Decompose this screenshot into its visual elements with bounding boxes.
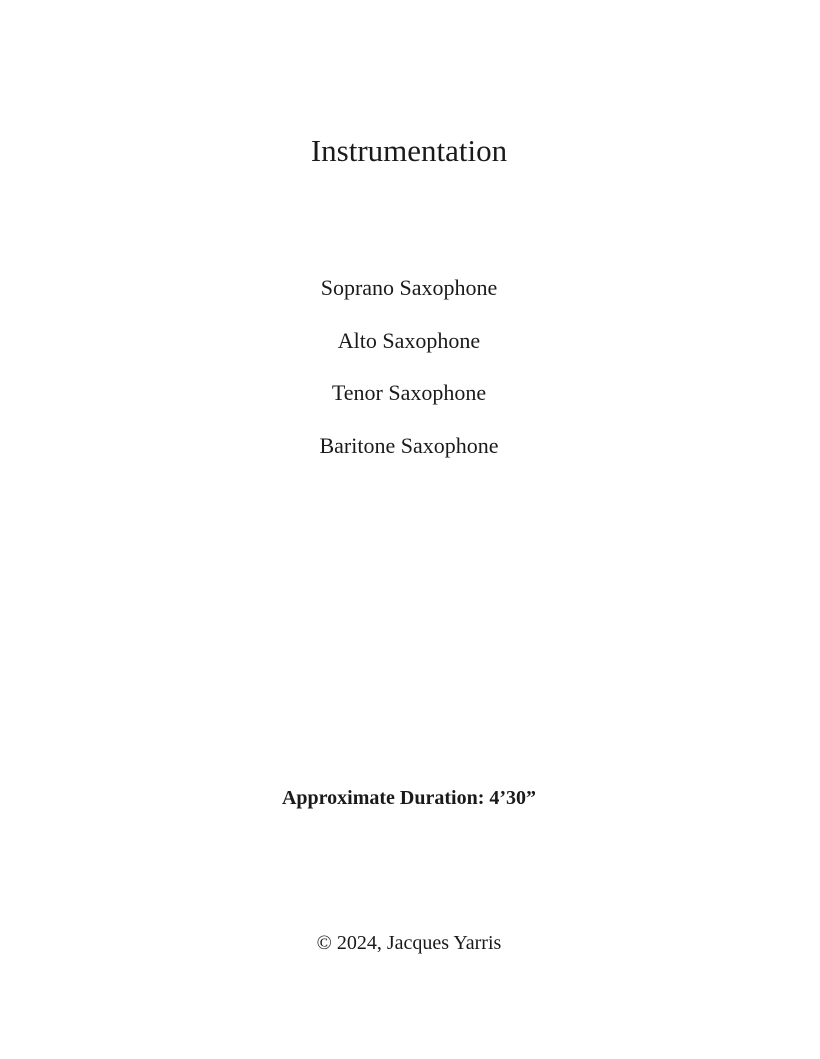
- instrument-item: Soprano Saxophone: [320, 275, 498, 300]
- instrument-item: Baritone Saxophone: [319, 432, 499, 458]
- instrument-item: Alto Saxophone: [337, 327, 481, 353]
- instrument-item: Tenor Saxophone: [331, 380, 487, 405]
- copyright-notice: © 2024, Jacques Yarris: [316, 932, 502, 954]
- page-title: Instrumentation: [310, 133, 508, 168]
- duration-note: Approximate Duration: 4’30”: [281, 787, 537, 809]
- instrument-list: [0, 271, 818, 481]
